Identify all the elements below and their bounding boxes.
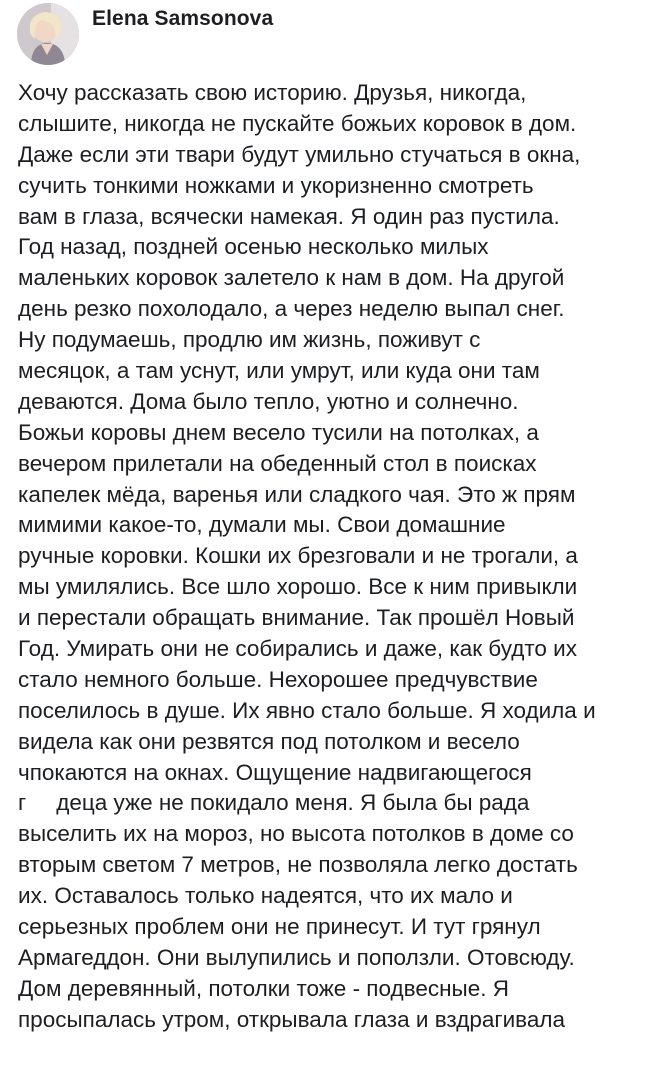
post-line: стало немного больше. Нехорошее предчувствие (18, 666, 538, 692)
post-line: Год. Умирать они не собирались и даже, как будто их (18, 636, 577, 662)
post-line: вам в глаза, всячески намекая. Я один раз пустила. (18, 203, 560, 229)
post-line: Даже если эти твари будут умильно стучаться в окна, (18, 141, 581, 167)
post-line-fragment-start: г (18, 790, 27, 816)
post-line: вторым светом 7 метров, не позволяла легко достать (18, 852, 578, 878)
post-line: сучить тонкими ножками и укоризненно смотреть (18, 172, 534, 198)
post-line: капелек мёда, варенья или сладкого чая. Это ж прям (18, 481, 576, 507)
post-line: поселилось в душе. Их явно стало больше. Я ходила и (18, 697, 596, 723)
post-line: и перестали обращать внимание. Так прошёл Новый (18, 605, 575, 631)
author-name[interactable]: Elena Samsonova (92, 7, 274, 30)
post-line: мы умилялись. Все шло хорошо. Все к ним привыкли (18, 574, 578, 600)
post-line: просыпалась утром, открывала глаза и вздрагивала (18, 1006, 566, 1032)
post-line: Хочу рассказать свою историю. Друзья, никогда, (18, 80, 527, 105)
post-text (18, 78, 656, 1036)
post-line: мимими какое-то, думали мы. Свои домашние (18, 512, 506, 538)
post-line: выселить их на мороз, но высота потолков в доме со (18, 821, 574, 847)
post-line: Дом деревянный, потолки тоже - подвесные. Я (18, 975, 509, 1001)
post-line: чпокаются на окнах. Ощущение надвигающегося (18, 759, 532, 785)
post-header (0, 0, 658, 70)
profile-photo-icon (17, 3, 79, 65)
post-line: деваются. Дома было тепло, уютно и солнечно. (18, 388, 519, 414)
post-line: маленьких коровок залетело к нам в дом. На другой (18, 265, 565, 291)
post-line: день резко похолодало, а через неделю выпал снег. (18, 296, 565, 322)
post-line-split (18, 788, 656, 819)
post-line: ручные коровки. Кошки их брезговали и не трогали, а (18, 543, 578, 569)
avatar[interactable] (17, 3, 79, 65)
post-line: месяцок, а там уснут, или умрут, или куда они там (18, 358, 540, 384)
post-line: слышите, никогда не пускайте божьих коровок в дом. (18, 110, 577, 136)
post-line: их. Оставалось только надеятся, что их мало и (18, 883, 513, 909)
post-line-fragment-end: деца уже не покидало меня. Я была бы рада (56, 790, 530, 816)
post-line: Армагеддон. Они вылупились и поползли. Отовсюду. (18, 944, 575, 970)
post-line: Год назад, поздней осенью несколько милых (18, 234, 489, 260)
post-line: Божьи коровы днем весело тусили на потолках, а (18, 419, 539, 445)
post-line: серьезных проблем они не принесут. И тут грянул (18, 914, 541, 940)
post-line: Ну подумаешь, продлю им жизнь, поживут с (18, 327, 481, 353)
post-line: вечером прилетали на обеденный стол в поисках (18, 450, 537, 476)
post-line: видела как они резвятся под потолком и весело (18, 728, 520, 754)
